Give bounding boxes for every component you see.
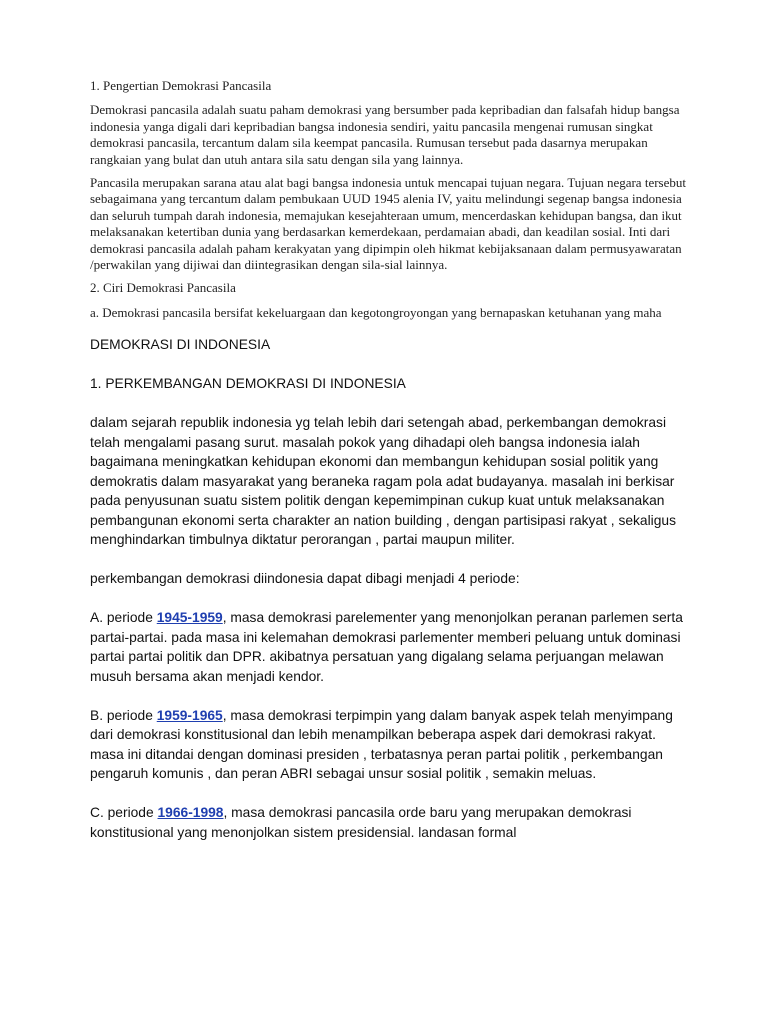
list-item-ciri-a: a. Demokrasi pancasila bersifat kekeluargaan dan kegotongroyongan yang bernapaskan ketuhanan yang maha	[90, 304, 662, 320]
period-text: , masa demokrasi terpimpin yang dalam banyak aspek telah menyimpang dari demokrasi konstitusional dan lebih menampilkan beberapa aspek dari demokrasi rakyat. masa ini ditandai dengan dominasi presiden , terbatasnya peran partai politik , perkembangan pengaruh komunis , dan peran ABRI sebagai unsur sosial politik , semakin meluas.	[90, 707, 673, 782]
period-prefix: B. periode	[90, 707, 157, 723]
serif-section	[90, 78, 688, 321]
article-subtitle: 1. PERKEMBANGAN DEMOKRASI DI INDONESIA	[90, 376, 406, 392]
article-section	[90, 335, 688, 842]
periods-intro: perkembangan demokrasi diindonesia dapat dibagi menjadi 4 periode:	[90, 571, 520, 587]
period-link-1966-1998[interactable]: 1966-1998	[157, 805, 224, 821]
period-link-1959-1965[interactable]: 1959-1965	[156, 707, 223, 723]
period-item-a	[90, 608, 688, 686]
period-text: , masa demokrasi parelementer yang menonjolkan peranan parlemen serta partai-partai. pada masa ini kelemahan demokrasi parlementer memberi peluang untuk dominasi partai partai politik dan DPR. akibatnya persatuan yang digalang selama perjuangan melawan musuh bersama akan menjadi kendor.	[90, 610, 683, 684]
period-link-1945-1959[interactable]: 1945-1959	[156, 610, 223, 626]
section-heading-pengertian: 1. Pengertian Demokrasi Pancasila	[90, 78, 272, 93]
paragraph-definition: Demokrasi pancasila adalah suatu paham demokrasi yang bersumber pada kepribadian dan falsafah hidup bangsa indonesia yanga digali dari kepribadian bangsa indonesia sendiri, yaitu pancasila mengenai rumusan singkat demokrasi pancasila, tercantum dalam sila keempat pancasila. Rumusan tersebut pada dasarnya merupakan rangkaian yang bulat dan utuh antara sila satu dengan sila yang lainnya.	[90, 102, 680, 167]
period-item-c	[90, 803, 688, 842]
period-prefix: C. periode	[90, 805, 158, 821]
period-item-b	[90, 706, 688, 784]
article-intro: dalam sejarah republik indonesia yg telah lebih dari setengah abad, perkembangan demokrasi telah mengalami pasang surut. masalah pokok yang dihadapi oleh bangsa indonesia ialah bagaimana meningkatkan kehidupan ekonomi dan membangun kehidupan sosial politik yang demokratis dalam masyarakat yang beraneka ragam pola adat budayanya. masalah ini berkisar pada penyusunan suatu sistem politik dengan kepemimpinan cukup kuat untuk melaksanakan pembangunan ekonomi serta charakter an nation building , dengan partisipasi rakyat , sekaligus menghindarkan timbulnya diktatur perorangan , partai maupun militer.	[90, 415, 676, 548]
paragraph-purpose: Pancasila merupakan sarana atau alat bagi bangsa indonesia untuk mencapai tujuan negara. Tujuan negara tersebut sebagaimana yang tercantum dalam pembukaan UUD 1945 alenia IV, yaitu melindungi segenap bangsa indonesia dan seluruh tumpah darah indonesia, memajukan kesejahteraan umum, mencerdaskan kehidupan bangsa, dan ikut melaksanakan ketertiban dunia yang berdasarkan kemerdekaan, perdamaian abadi, dan keadilan sosial. Inti dari demokrasi pancasila adalah paham kerakyatan yang dipimpin oleh hikmat kebijaksanaan dalam permusyawaratan /perwakilan yang dijiwai dan diintegrasikan dengan sila-sial lainnya.	[90, 175, 686, 273]
period-prefix: A. periode	[90, 610, 157, 626]
article-title: DEMOKRASI DI INDONESIA	[90, 337, 271, 353]
period-text: , masa demokrasi pancasila orde baru yang merupakan demokrasi konstitusional yang menonjolkan sistem presidensial. landasan formal	[90, 805, 632, 840]
section-heading-ciri: 2. Ciri Demokrasi Pancasila	[90, 280, 236, 296]
